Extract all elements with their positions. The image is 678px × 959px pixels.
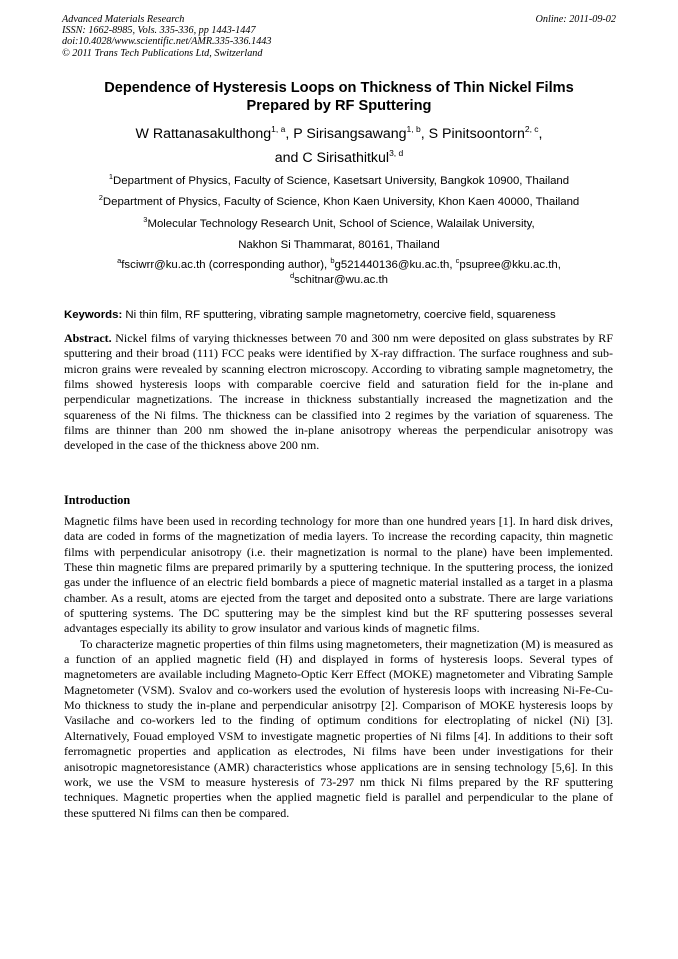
- email-sup: b: [330, 256, 335, 265]
- author-affil-sup: 2, c: [524, 124, 539, 134]
- paper-title: [64, 80, 614, 115]
- affiliation-sup: 2: [98, 193, 103, 203]
- paragraph: Magnetic films have been used in recording technology for more than one hundred years [1]. In hard disk drives, data are coded in forms of the magnetization of media layers. To increase the recording capacity, thin magnetic films with perpendicular anisotropy (i.e. their magnetization is normal to the plane) have been implemented. These thin magnetic films are prepared primarily by a sputtering technique. In the sputtering process, the ionized gas under the influence of an electric field bombards a piece of magnetic material installed as a target in a plasma chamber. As a result, atoms are ejected from the target and deposited onto a substrate. There are large variations of sputtering systems. The DC sputtering may be the simplest kind but the RF sputtering possesses several advantages especially its ability to grow insulator and various kinds of magnetic films.: [64, 514, 613, 636]
- keywords-text: Ni thin film, RF sputtering, vibrating sample magnetometry, coercive field, squareness: [122, 309, 556, 321]
- email-link[interactable]: g521440136@ku.ac.th,: [334, 259, 456, 271]
- author-line-2: [64, 147, 614, 171]
- author-affil-sup: 3, d: [389, 147, 404, 158]
- title-line-2: Prepared by RF Sputtering: [246, 97, 432, 114]
- abstract-text: Nickel films of varying thicknesses between 70 and 300 nm were deposited on glass substrates by RF sputtering and their broad (111) FCC peaks were identified by X-ray diffraction. The surface roughness and sub-micron grains were revealed by scanning electron microscopy. According to vibrating sample magnetometry, the films showed hysteresis loops with comparable coercive field and saturation field for the in-plane and perpendicular magnetizations. The increase in thickness substantially increased the magnetization and the squareness of the Ni films. The thickness can be classified into 2 regimes by the variation of squareness. The films are thinner than 200 nm showed the in-plane anisotropy whereas the perpendicular anisotropy was developed in the case of the thickness above 200 nm.: [64, 331, 613, 453]
- section-heading-introduction: Introduction: [64, 493, 131, 507]
- keywords-label: Keywords:: [64, 309, 123, 321]
- affiliation-text: Molecular Technology Research Unit, School of Science, Walailak University,: [147, 217, 535, 230]
- journal-issn: ISSN: 1662-8985, Vols. 335-336, pp 1443-1447: [62, 25, 256, 37]
- author-separator: ,: [420, 126, 429, 142]
- online-date: Online: 2011-09-02: [535, 14, 616, 25]
- email-sup: c: [455, 256, 460, 265]
- journal-doi: doi:10.4028/www.scientific.net/AMR.335-336.1443: [62, 36, 272, 48]
- author-separator: ,: [538, 126, 543, 142]
- email-line-1: [62, 258, 616, 273]
- author-name: W Rattanasakulthong: [135, 126, 272, 142]
- author-and: and: [274, 149, 303, 166]
- email-sup: d: [289, 270, 295, 280]
- author-line-1: [64, 123, 614, 147]
- introduction-body: [64, 514, 613, 821]
- author-separator: ,: [285, 126, 294, 142]
- affiliation-sup: 3: [143, 214, 148, 224]
- author-name: P Sirisangsawang: [293, 126, 407, 142]
- affiliation-1: [62, 171, 616, 192]
- keywords: [64, 308, 616, 322]
- author-affil-sup: 1, a: [271, 124, 286, 134]
- affiliation-sup: 1: [108, 172, 114, 181]
- abstract: [64, 331, 613, 454]
- title-line-1: Dependence of Hysteresis Loops on Thickness of Thin Nickel Films: [104, 80, 574, 96]
- author-list: [64, 123, 614, 170]
- journal-name: Advanced Materials Research: [62, 14, 185, 25]
- email-link[interactable]: psupree@kku.ac.th,: [459, 259, 561, 271]
- author-emails: [62, 258, 616, 288]
- email-link[interactable]: schitnar@wu.ac.th: [294, 273, 389, 286]
- author-name: C Sirisathitkul: [302, 149, 390, 166]
- affiliation-text: Department of Physics, Faculty of Science, Khon Kaen University, Khon Kaen 40000, Thailand: [102, 196, 580, 209]
- affiliations: [62, 171, 616, 256]
- paragraph: To characterize magnetic properties of thin films using magnetometers, their magnetization (M) is measured as a function of an applied magnetic field (H) and displayed in forms of hysteresis loops. Several types of magnetometers are available including Magneto-Optic Kerr Effect (MOKE) magnetometer and Vibrating Sample Magnetometer (VSM). Svalov and co-workers used the evolution of hysteresis loops with increasing Ni-Fe-Cu-Mo thickness to study the in-plane and perpendicular anisotrpy [2]. Comparison of MOKE hysteresis loops by Vasilache and co-workers led to the finding of optimum conditions for electroplating of nickel (Ni) [3]. Alternatively, Fouad employed VSM to investigate magnetic properties of Ni films [4]. In additions to their soft ferromagnetic properties and application as electrodes, Ni films have been under investigations for their anisotropic magnetoresistance (AMR) characteristics whose applications are in sensing technology [5,6]. In this work, we use the VSM to measure hysteresis of 73-297 nm thick Ni films prepared by the RF sputtering techniques. Magnetic properties when the applied magnetic field is parallel and perpendicular to the plane of these sputtered Ni films can then be compared.: [64, 636, 613, 820]
- affiliation-text: Department of Physics, Faculty of Science, Kasetsart University, Bangkok 10900, Thailand: [113, 175, 570, 187]
- journal-header: [62, 14, 616, 59]
- affiliation-3-cont: Nakhon Si Thammarat, 80161, Thailand: [238, 238, 440, 251]
- email-link[interactable]: fsciwrr@ku.ac.th (corresponding author),: [121, 259, 331, 271]
- email-line-2: [62, 270, 616, 288]
- affiliation-2: [62, 192, 616, 213]
- affiliation-3: [62, 214, 616, 235]
- author-affil-sup: 1, b: [406, 124, 421, 134]
- abstract-label: Abstract.: [64, 331, 112, 345]
- email-sup: a: [117, 256, 122, 265]
- journal-copyright: © 2011 Trans Tech Publications Ltd, Switzerland: [62, 47, 263, 59]
- author-name: S Pinitsoontorn: [428, 126, 525, 142]
